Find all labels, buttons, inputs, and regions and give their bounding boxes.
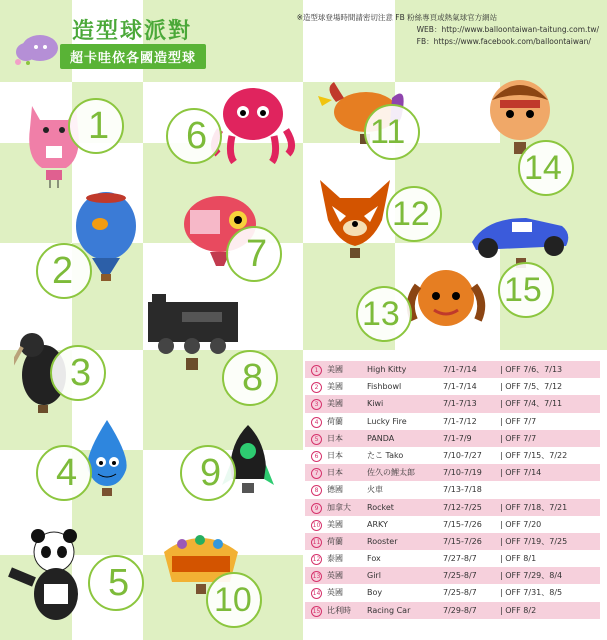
- schedule-balloon-name: PANDA: [367, 433, 395, 443]
- schedule-row: [305, 430, 600, 447]
- schedule-country: 比利時: [327, 605, 351, 615]
- schedule-country: 荷蘭: [327, 416, 343, 426]
- balloon-number-6: 6: [166, 108, 222, 164]
- schedule-country: 美國: [327, 519, 343, 529]
- schedule-balloon-name: Fox: [367, 554, 381, 564]
- balloon-number-15: 15: [498, 262, 554, 318]
- schedule-row: [305, 447, 600, 464]
- schedule-off-days: | OFF 7/15、7/22: [500, 450, 568, 460]
- schedule-balloon-name: Racing Car: [367, 605, 411, 615]
- schedule-row: [305, 602, 600, 619]
- schedule-off-days: | OFF 7/20: [500, 519, 542, 529]
- schedule-dates: 7/25-8/7: [443, 571, 477, 581]
- schedule-balloon-name: たこ Tako: [367, 450, 404, 460]
- schedule-row: [305, 464, 600, 481]
- schedule-country: 美國: [327, 365, 343, 374]
- schedule-off-days: | OFF 7/18、7/21: [500, 502, 568, 512]
- cloud-mascot-icon: [12, 30, 62, 66]
- balloon-number-9: 9: [180, 445, 236, 501]
- page-title: 造型球派對: [72, 19, 193, 44]
- schedule-number-badge: 1: [311, 365, 322, 376]
- schedule-number-badge: 11: [312, 538, 321, 546]
- schedule-row: [305, 361, 600, 378]
- schedule-dates: 7/12-7/25: [443, 502, 482, 512]
- schedule-dates: 7/1-7/9: [443, 433, 472, 443]
- schedule-off-days: | OFF 7/7: [500, 416, 537, 426]
- octopus-balloon-image: [210, 84, 296, 164]
- schedule-dates: 7/25-8/7: [443, 588, 477, 598]
- schedule-row: [305, 395, 600, 412]
- schedule-balloon-name: Rooster: [367, 536, 398, 546]
- schedule-row: [305, 378, 600, 395]
- schedule-row: [305, 413, 600, 430]
- schedule-balloon-name: 火車: [367, 485, 383, 495]
- balloon-number-7: 7: [226, 226, 282, 282]
- schedule-number-badge: 4: [311, 417, 322, 428]
- schedule-country: 日本: [327, 468, 343, 478]
- schedule-country: 德國: [327, 485, 343, 495]
- schedule-dates: 7/1-7/13: [443, 399, 477, 409]
- schedule-number-badge: 9: [311, 503, 322, 514]
- schedule-dates: 7/15-7/26: [443, 519, 482, 529]
- balloon-number-1: 1: [68, 98, 124, 154]
- fb-link[interactable]: FB：https://www.facebook.com/balloontaiwan/: [416, 37, 591, 46]
- schedule-number-badge: 15: [312, 607, 321, 615]
- schedule-country: 日本: [327, 433, 343, 443]
- schedule-country: 日本: [327, 450, 343, 460]
- schedule-dates: 7/1-7/14: [443, 382, 477, 392]
- schedule-dates: 7/15-7/26: [443, 536, 482, 546]
- schedule-dates: 7/29-8/7: [443, 605, 477, 615]
- schedule-number-badge: 13: [312, 573, 321, 581]
- schedule-balloon-name: Fishbowl: [367, 382, 402, 392]
- schedule-balloon-name: Boy: [367, 588, 383, 598]
- schedule-balloon-name: 佐久の鯉太郎: [367, 468, 415, 478]
- schedule-off-days: | OFF 7/29、8/4: [500, 571, 563, 581]
- schedule-off-days: | OFF 7/7: [500, 433, 537, 443]
- schedule-off-days: | OFF 7/14: [500, 468, 542, 478]
- schedule-off-days: | OFF 7/19、7/25: [500, 536, 568, 546]
- schedule-balloon-name: High Kitty: [367, 365, 407, 374]
- schedule-row: [305, 567, 600, 584]
- schedule-number-badge: 14: [312, 590, 321, 598]
- schedule-number-badge: 3: [311, 399, 322, 410]
- schedule-table: [305, 361, 600, 619]
- schedule-off-days: | OFF 8/1: [500, 554, 537, 564]
- schedule-country: 美國: [327, 399, 343, 409]
- schedule-country: 加拿大: [327, 502, 351, 512]
- schedule-number-badge: 6: [311, 451, 322, 462]
- schedule-dates: 7/1-7/14: [443, 365, 477, 374]
- schedule-off-days: | OFF 7/31、8/5: [500, 588, 563, 598]
- balloon-number-13: 13: [356, 286, 412, 342]
- schedule-balloon-name: Girl: [367, 571, 381, 581]
- balloon-number-2: 2: [36, 243, 92, 299]
- schedule-number-badge: 10: [312, 521, 321, 529]
- schedule-country: 美國: [327, 382, 343, 392]
- panda-balloon-image: [6, 528, 96, 628]
- schedule-number-badge: 5: [311, 434, 322, 445]
- schedule-row: [305, 550, 600, 567]
- schedule-off-days: | OFF 8/2: [500, 605, 537, 615]
- schedule-dates: 7/27-8/7: [443, 554, 477, 564]
- page-subtitle: 超卡哇依各國造型球: [60, 44, 206, 69]
- balloon-number-3: 3: [50, 345, 106, 401]
- fox-balloon-image: [316, 176, 394, 262]
- schedule-row: [305, 584, 600, 601]
- balloon-number-10: 10: [206, 572, 262, 628]
- balloon-number-12: 12: [386, 186, 442, 242]
- balloon-number-11: 11: [364, 104, 420, 160]
- schedule-country: 英國: [327, 571, 343, 581]
- schedule-row: [305, 481, 600, 498]
- schedule-number-badge: 2: [311, 382, 322, 393]
- schedule-dates: 7/13-7/18: [443, 485, 482, 495]
- schedule-dates: 7/10-7/27: [443, 450, 482, 460]
- balloon-number-4: 4: [36, 445, 92, 501]
- schedule-balloon-name: ARKY: [367, 519, 388, 529]
- schedule-off-days: | OFF 7/4、7/11: [500, 399, 563, 409]
- lucky-fire-balloon-image: [82, 420, 132, 500]
- schedule-balloon-name: Kiwi: [367, 399, 384, 409]
- schedule-row: [305, 499, 600, 516]
- schedule-off-days: | OFF 7/6、7/13: [500, 365, 563, 374]
- balloon-number-5: 5: [88, 555, 144, 611]
- schedule-off-days: | OFF 7/5、7/12: [500, 382, 563, 392]
- schedule-number-badge: 7: [311, 468, 322, 479]
- schedule-balloon-name: Rocket: [367, 502, 394, 512]
- schedule-number-badge: 12: [312, 556, 321, 564]
- schedule-country: 英國: [327, 588, 343, 598]
- schedule-number-badge: 8: [311, 485, 322, 496]
- balloon-number-14: 14: [518, 140, 574, 196]
- schedule-row: [305, 516, 600, 533]
- schedule-dates: 7/10-7/19: [443, 468, 482, 478]
- schedule-row: [305, 533, 600, 550]
- notice-block: [297, 12, 599, 48]
- schedule-balloon-name: Lucky Fire: [367, 416, 407, 426]
- web-link[interactable]: WEB：http://www.balloontaiwan-taitung.com.tw/: [416, 25, 599, 34]
- schedule-country: 荷蘭: [327, 536, 343, 546]
- schedule-country: 泰國: [327, 554, 343, 564]
- balloon-number-8: 8: [222, 350, 278, 406]
- notice-text: ※造型球登場時間請密切注意 FB 粉絲專頁或熱氣球官方網站: [296, 13, 498, 22]
- schedule-dates: 7/1-7/12: [443, 416, 477, 426]
